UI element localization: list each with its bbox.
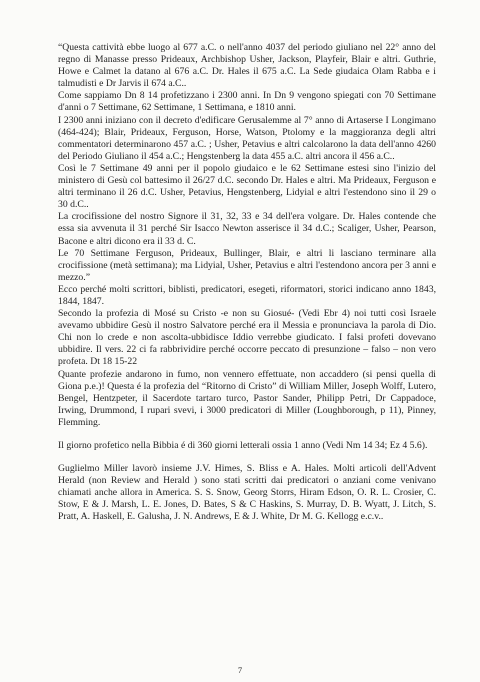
spacer xyxy=(58,452,436,463)
paragraph-crucifixion-dates: La crocifissione del nostro Signore il 31, 32, 33 e 34 dell'era volgare. Dr. Hales contende che essa sia avvenuta il 31 perché Sir Isacco Newton asserisce il 34 d.C.; Scaliger, Usher, Pearson, Bacone e altri dicono era il 33 d. C. xyxy=(58,211,436,247)
paragraph-prophetic-day: Il giorno profetico nella Bibbia é di 360 giorni letterali ossia 1 anno (Vedi Nm 14 34; Ez 4 5.6). xyxy=(58,440,428,451)
spacer xyxy=(58,429,436,440)
paragraph-weeks-termination: Le 70 Settimane Ferguson, Prideaux, Bullinger, Blair, e altri li lasciano terminare alla crocifissione (metà settimana); ma Lidyial, Usher, Petavius e altri l'estendono ancora per 3 anni e mezzo.” xyxy=(58,247,436,283)
paragraph-artaxerxes-decree: I 2300 anni iniziano con il decreto d'edificare Gerusalemme al 7° anno di Artaserse I Longimano (464-424); Blair, Prideaux, Ferguson, Horse, Watson, Ptolomy e la maggioranza degli altri commentatori determinarono 457 a.C. ; Usher, Petavius e altri calcolarono la data dell'anno 4260 del Periodo Giuliano il 454 a.C.; Hengstenberg la data 455 a.C. altri ancora il 456 a.C.. xyxy=(58,114,436,162)
paragraph-failed-prophecies: Quante profezie andarono in fumo, non vennero effettuate, non accaddero (si pensi quella di Giona p.e.)! Questa é la profezia del “Ritorno di Cristo” di William Miller, Joseph Wolff, Lutero, Bengel, Hentzpeter, il Sacerdote tartaro turco, Pastor Sander, Philipp Petri, Dr Cappadoce, Irwing, Drummond, I rupari svevi, i 3000 predicatori di Miller (Loughborough, p 11), Pinney, Flemming. xyxy=(58,368,436,428)
page-number: 7 xyxy=(237,665,243,675)
paragraph-captivity-dates: “Questa cattività ebbe luogo al 677 a.C. o nell'anno 4037 del periodo giuliano nel 22° anno del regno di Manasse presso Prideaux, Archbishop Usher, Jackson, Playfeir, Blair e altri. Guthrie, Howe e Calmet la datano al 676 a.C. Dr. Hales il 675 a.C. La Sede giudaica Olam Rabba e i talmudisti e Dr Jarvis il 674 a.C.. xyxy=(58,42,436,90)
paragraph-miller-associates: Guglielmo Miller lavorò insieme J.V. Himes, S. Bliss e A. Hales. Molti articoli dell'Advent Herald (non Review and Herald ) sono stati scritti dai predicatori o anziani come venivano chiamati anche allora in America. S. S. Snow, Georg Storrs, Hiram Edson, O. R. L. Crosier, C. Stow, E & J. Marsh, L. E. Jones, D. Bates, S & C Haskins, S. Murray, D. B. Wyatt, J. Litch, S. Pratt, A. Haskell, E. Galusha, J. N. Andrews, E & J. White, Dr M. G. Kellogg e.c.v.. xyxy=(58,463,436,523)
paragraph-writers-years: Ecco perché molti scrittori, biblisti, predicatori, esegeti, riformatori, storici indicano anno 1843, 1844, 1847. xyxy=(58,283,436,307)
paragraph-moses-prophecy: Secondo la profezia di Mosé su Cristo -e non su Giosué- (Vedi Ebr 4) noi tutti così Israele avevamo ubbidire Gesù il nostro Salvatore perché era il Messia e pronunciava la parola di Dio. Chi non lo crede e non ascolta-ubbidisce Iddio verrebbe giudicato. I falsi profeti dovevano ubbidire. Il vers. 22 ci fa rabbrividire perché occorre peccato di presunzione – falso – non vero profeta. Dt 18 15-22 xyxy=(58,308,436,368)
paragraph-2300-years: Come sappiamo Dn 8 14 profetizzano i 2300 anni. In Dn 9 vengono spiegati con 70 Settimane d'anni o 7 Settimane, 62 Settimane, 1 Settimana, e 1810 anni. xyxy=(58,90,436,114)
paragraph-seventy-weeks: Così le 7 Settimane 49 anni per il popolo giudaico e le 62 Settimane estesi sino l'inizio del ministero di Gesù col battesimo il 26/27 d.C. secondo Dr. Hales e altri. Ma Prideaux, Ferguson e altri terminano il 26 d.C. Usher, Petavius, Hengstenberg, Lidyial e altri l'estendono sino il 29 o 30 d.C.. xyxy=(58,162,436,211)
